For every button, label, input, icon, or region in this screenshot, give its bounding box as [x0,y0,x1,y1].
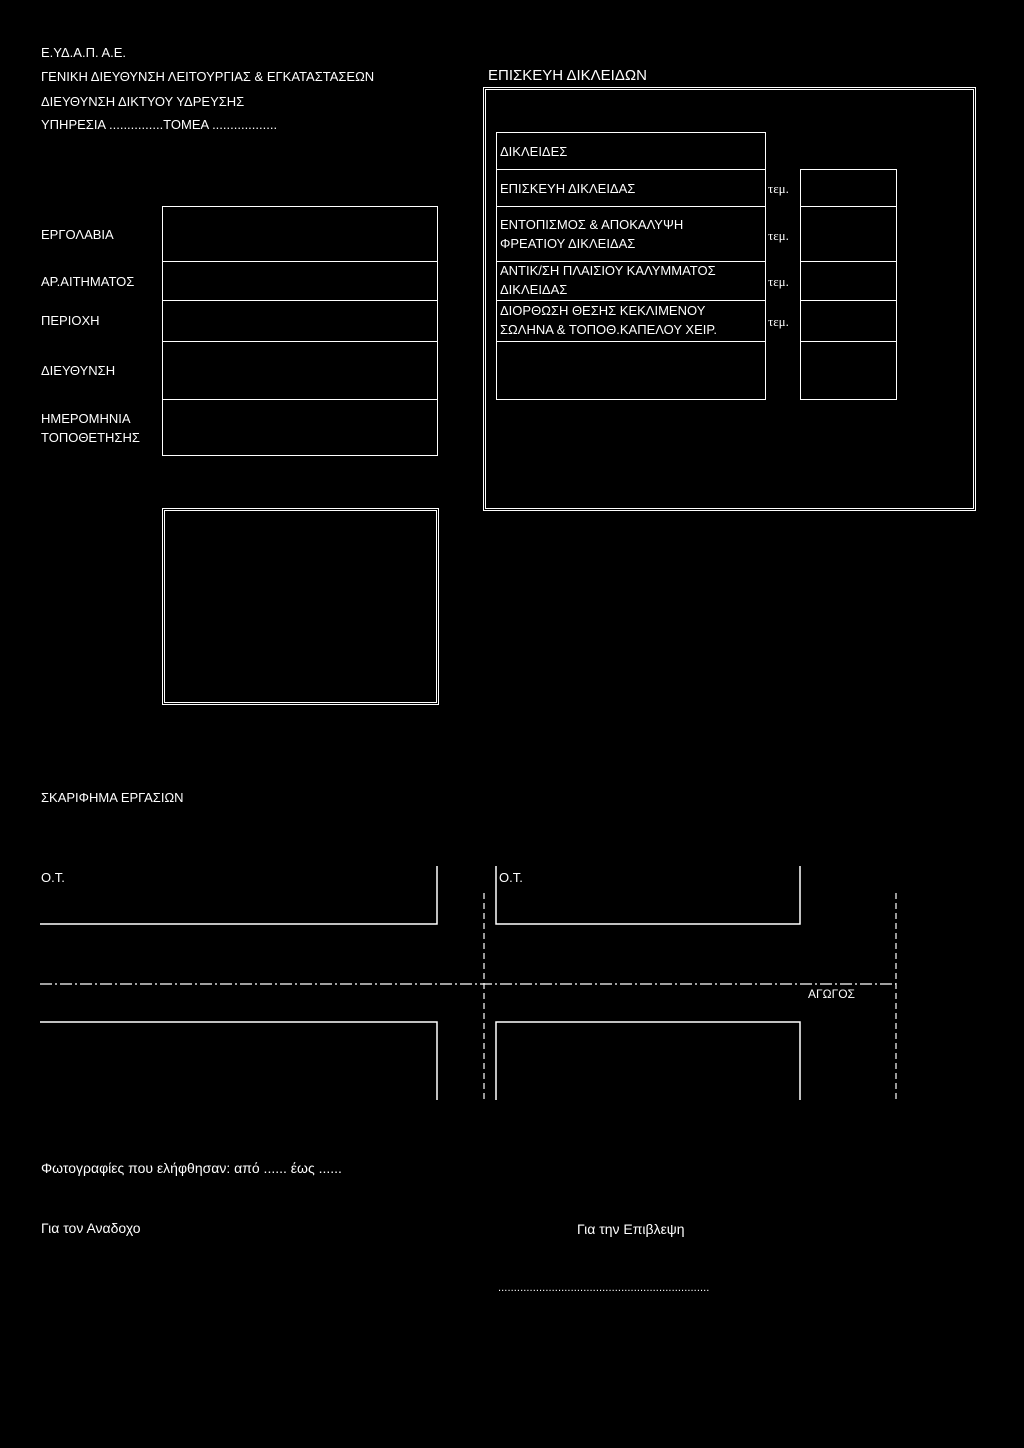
valve-item-label: ΑΝΤΙΚ/ΣΗ ΠΛΑΙΣΙΟΥ ΚΑΛΥΜΜΑΤΟΣ [500,263,716,278]
area-label: ΠΕΡΙΟΧΗ [41,313,100,328]
sketch-title: ΣΚΑΡΙΦΗΜΑ ΕΡΓΑΣΙΩΝ [41,790,184,805]
unit-label: τεμ. [768,314,789,329]
request-number-label: ΑΡ.ΑΙΤΗΜΑΤΟΣ [41,274,135,289]
block-outline-top-right [496,866,800,924]
form-title: ΕΠΙΣΚΕΥΗ ΔΙΚΛΕΙΔΩΝ [488,67,647,84]
valve-item-label-line2: ΔΙΚΛΕΙΔΑΣ [500,282,568,297]
block-outline-bottom-left [40,1022,437,1100]
address-label: ΔΙΕΥΘΥΝΣΗ [41,363,116,378]
signature-line: ................................................................... [498,1282,710,1294]
valve-item-label: ΕΠΙΣΚΕΥΗ ΔΙΚΛΕΙΔΑΣ [500,181,636,196]
valve-item-label: ΕΝΤΟΠΙΣΜΟΣ & ΑΠΟΚΑΛΥΨΗ [500,217,684,232]
unit-label: τεμ. [768,228,789,243]
directorate: ΔΙΕΥΘΥΝΣΗ ΔΙΚΤΥΟΥ ΥΔΡΕΥΣΗΣ [41,94,245,109]
contractor-signature-label: Για τον Αναδοχο [41,1220,141,1236]
block-outline-top-left [40,866,437,924]
unit-label: τεμ. [768,181,789,196]
block-outline-bottom-right [496,1022,800,1100]
pipe-label: ΑΓΩΓΟΣ [808,987,855,1001]
company-name: Ε.ΥΔ.Α.Π. Α.Ε. [41,45,127,60]
unit-label: τεμ. [768,274,789,289]
install-date-label-line2: ΤΟΠΟΘΕΤΗΣΗΣ [41,430,140,445]
valves-header: ΔΙΚΛΕΙΔΕΣ [500,144,568,159]
block-label-right: Ο.Τ. [499,870,523,885]
contract-label: ΕΡΓΟΛΑΒΙΑ [41,227,114,242]
valve-item-label-line2: ΣΩΛΗΝΑ & ΤΟΠΟΘ.ΚΑΠΕΛΟΥ ΧΕΙΡ. [500,322,717,337]
supervision-signature-label: Για την Επιβλεψη [577,1221,685,1237]
general-directorate: ΓΕΝΙΚΗ ΔΙΕΥΘΥΝΣΗ ΛΕΙΤΟΥΡΓΙΑΣ & ΕΓΚΑΤΑΣΤΑΣΕΩΝ [41,69,375,84]
valve-item-label: ΔΙΟΡΘΩΣΗ ΘΕΣΗΣ ΚΕΚΛΙΜΕΝΟΥ [500,303,706,318]
block-label-left: Ο.Τ. [41,870,65,885]
service-sector-line: ΥΠΗΡΕΣΙΑ ...............ΤΟΜΕΑ .................. [41,117,278,132]
install-date-label-line1: ΗΜΕΡΟΜΗΝΙΑ [41,411,131,426]
valve-item-label-line2: ΦΡΕΑΤΙΟΥ ΔΙΚΛΕΙΔΑΣ [500,236,636,251]
photos-taken-line: Φωτογραφίες που ελήφθησαν: από ...... έως ...... [41,1160,342,1176]
